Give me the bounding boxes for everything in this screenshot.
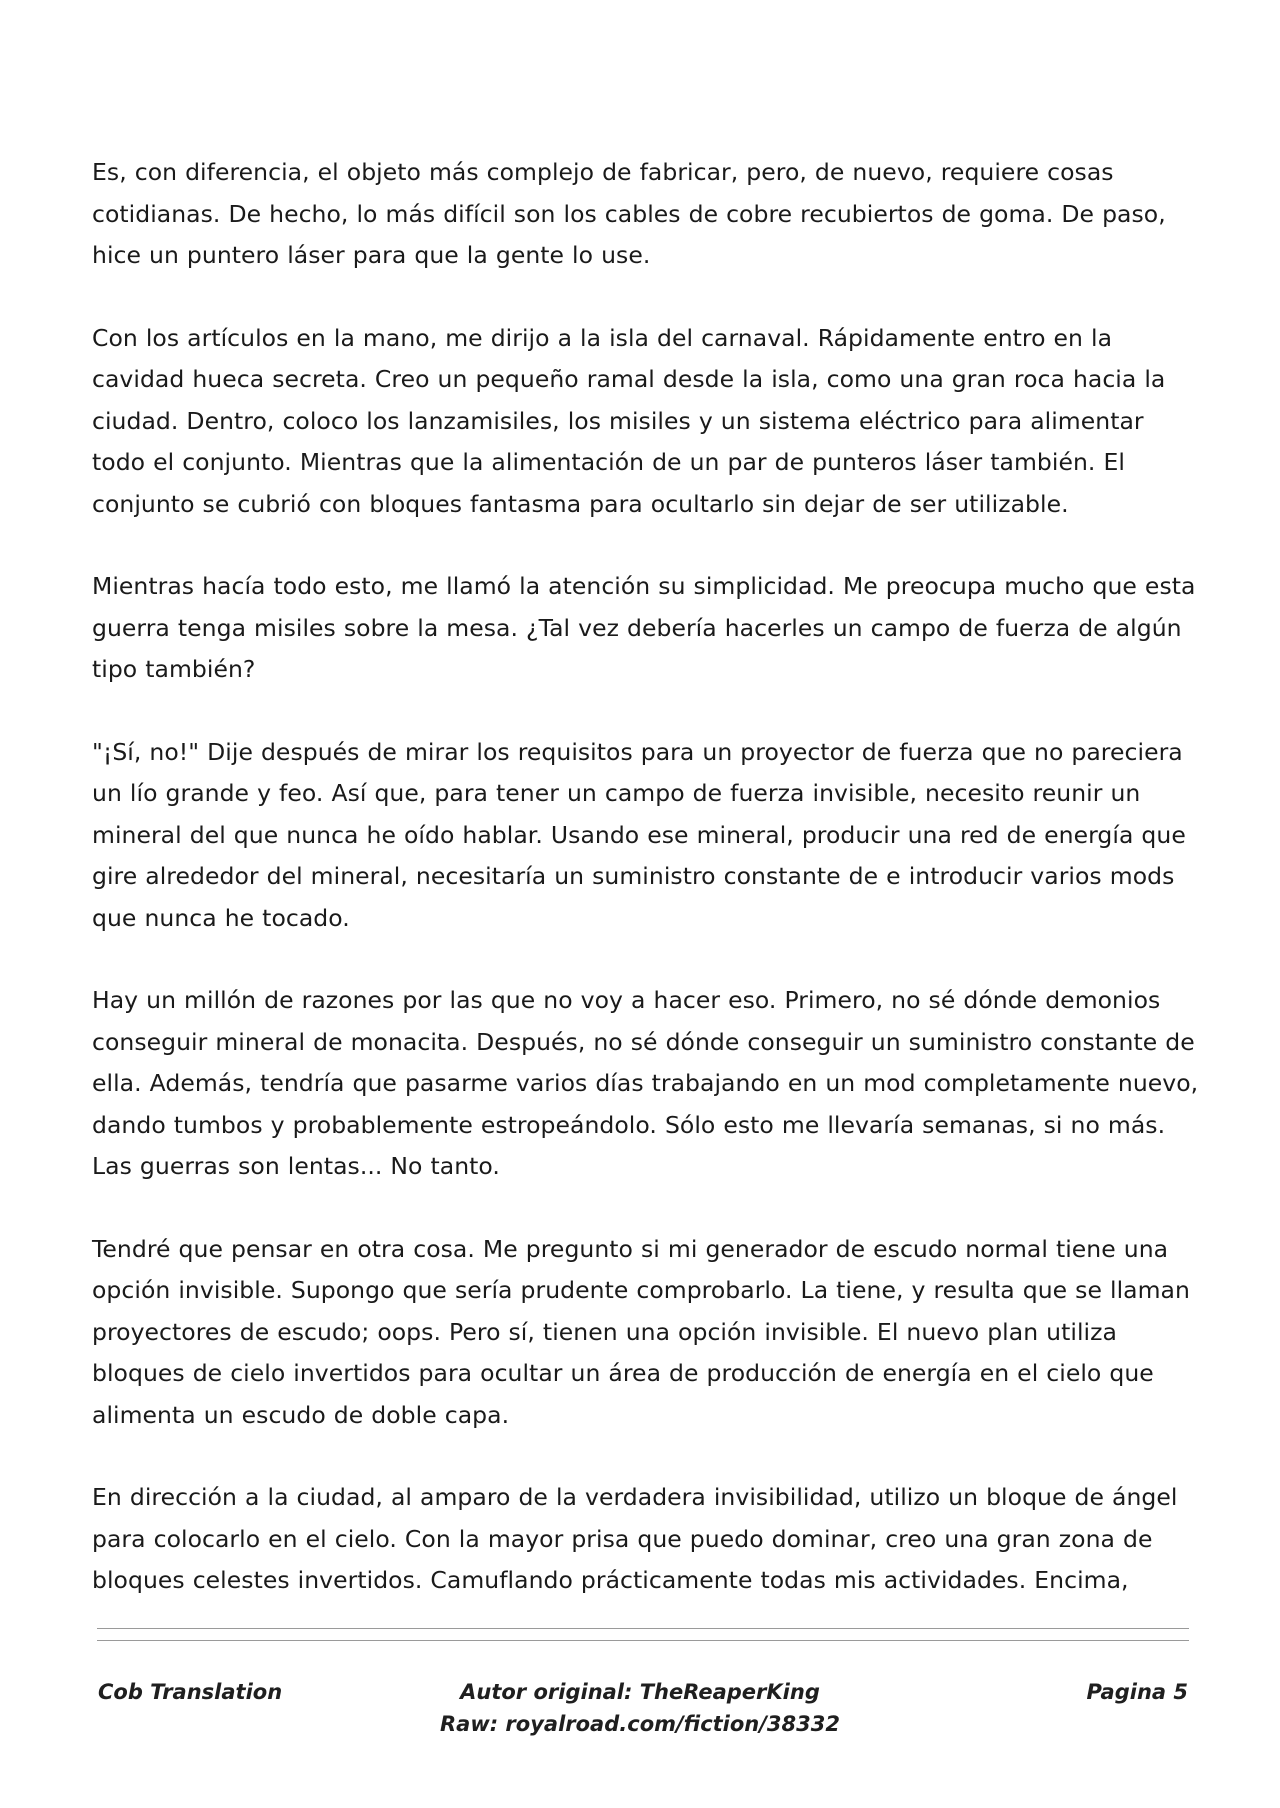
- footer-translator: Cob Translation: [98, 1680, 283, 1704]
- paragraph: Con los artículos en la mano, me dirijo a la isla del carnaval. Rápidamente entro en la cavidad hueca secreta. Creo un pequeño ramal desde la isla, como una gran roca hacia la ciudad. Dentro, coloco los lanzamisiles, los misiles y un sistema eléctrico para alimentar todo el conjunto. Mientras que la alimentación de un par de punteros láser también. El conjunto se cubrió con bloques fantasma para ocultarlo sin dejar de ser utilizable.: [92, 323, 1166, 518]
- paragraph: "¡Sí, no!" Dije después de mirar los requisitos para un proyector de fuerza que no pareciera un lío grande y feo. Así que, para tener un campo de fuerza invisible, necesito reunir un mineral del que nunca he oído hablar. Usando ese mineral, producir una red de energía que gire alrededor del mineral, necesitaría un suministro constante de e introducir varios mods que nunca he tocado.: [92, 737, 1186, 932]
- page-body: [92, 152, 1202, 1643]
- footer-divider-bottom: [97, 1640, 1189, 1641]
- footer-page-number: Pagina 5: [1086, 1680, 1188, 1704]
- footer-source: Raw: royalroad.com/fiction/38332: [439, 1712, 840, 1736]
- paragraph: Tendré que pensar en otra cosa. Me pregunto si mi generador de escudo normal tiene una opción invisible. Supongo que sería prudente comprobarlo. La tiene, y resulta que se llaman proyectores de escudo; oops. Pero sí, tienen una opción invisible. El nuevo plan utiliza bloques de cielo invertidos para ocultar un área de producción de energía en el cielo que alimenta un escudo de doble capa.: [92, 1234, 1190, 1429]
- paragraph: En dirección a la ciudad, al amparo de la verdadera invisibilidad, utilizo un bloque de ángel para colocarlo en el cielo. Con la mayor prisa que puedo dominar, creo una gran zona de bloques celestes invertidos. Camuflando prácticamente todas mis actividades. Encima,: [92, 1483, 1178, 1594]
- footer-author: Autor original: TheReaperKing: [460, 1680, 820, 1704]
- footer-divider-top: [97, 1628, 1189, 1629]
- paragraph: Mientras hacía todo esto, me llamó la atención su simplicidad. Me preocupa mucho que esta guerra tenga misiles sobre la mesa. ¿Tal vez debería hacerles un campo de fuerza de algún tipo también?: [92, 572, 1196, 683]
- paragraph: Hay un millón de razones por las que no voy a hacer eso. Primero, no sé dónde demonios conseguir mineral de monacita. Después, no sé dónde conseguir un suministro constante de ella. Además, tendría que pasarme varios días trabajando en un mod completamente nuevo, dando tumbos y probablemente estropeándolo. Sólo esto me llevaría semanas, si no más. Las guerras son lentas... No tanto.: [92, 986, 1199, 1180]
- paragraph: Es, con diferencia, el objeto más complejo de fabricar, pero, de nuevo, requiere cosas cotidianas. De hecho, lo más difícil son los cables de cobre recubiertos de goma. De paso, hice un puntero láser para que la gente lo use.: [92, 158, 1166, 269]
